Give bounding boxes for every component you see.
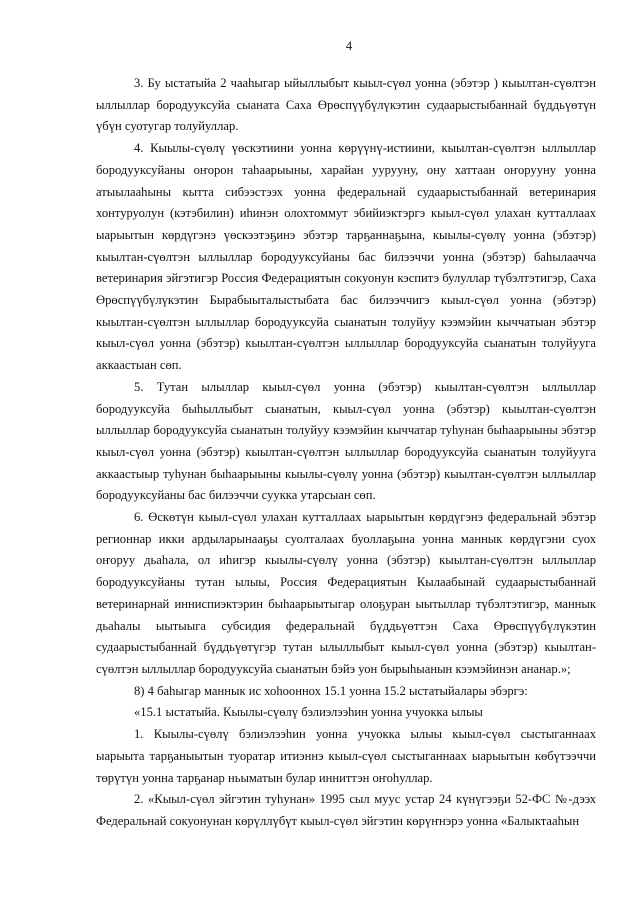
- paragraph-article-part-4: 4. Кыылы-сүөлү үөскэтиини уонна көрүүнү-истиини, кыылтан-сүөлтэн ыллыллар бородууксуйаны оҥорон таһаарыыны, харайан уурууну, ону хаттаан оҥорууну уонна атыылааһыны кытта сибээстээх уонна федеральнай судаарыстыбаннай ветеринария хонтуруолун (кэтэбилин) иһинэн олохтоммут эбийиэктэргэ кыыл-сүөл улахан кутталлаах ыарыытын көрдүгэнэ үөскээтэҕинэ эбэтэр тарҕаннаҕына, кыылы-сүөлү уонна (эбэтэр) кыылтан-сүөлтэн ыллыллар бородууксуйаны бас билээччи уонна (эбэтэр) баһылаачча ветеринария эйгэтигэр Россия Федерациятын сокуонун кэспитэ булуллар түбэлтэтигэр, Саха Өрөспүүбүлүкэтин Бырабыыталыстыбата бас билээччигэ кыыл-сүөл уонна (эбэтэр) кыылтан-сүөлтэн ыллыллар бородууксуйа сыанатын толуйуу кээмэйин кыччатыан эбэтэр кыыл-сүөл уонна (эбэтэр) кыылтан-сүөлтэн ыллыллар бородууксуйа сыанатын толуйууга аккаастыан сөп.: [96, 141, 596, 373]
- article-heading-15-1: «15.1 ыстатыйа. Кыылы-сүөлү бэлиэлээһин уонна учуокка ылыы: [134, 705, 483, 720]
- paragraph-15-1-part-1: 1. Кыылы-сүөлү бэлиэлээһин уонна учуокка ылыы кыыл-сүөл сыстыганнаах ыарыыта тарҕаныытын туоратар итиэннэ кыыл-сүөл сыстыганнаах ыарыытын көбүтээччи төрүтүн уонна тарҕанар ньыматын булар инниттэн оҥоһуллар.: [96, 727, 596, 785]
- paragraph-article-part-5: 5. Тутан ылыллар кыыл-сүөл уонна (эбэтэр) кыылтан-сүөлтэн ыллыллар бородууксуйа быһыллыбыт сыанатын, кыыл-сүөл уонна (эбэтэр) кыылтан-сүөлтэн ыллыллар бородууксуйа сыанатын толуйуу кээмэйин кыччатар туһунан быһаарыыны эбэтэр кыыл-сүөл уонна (эбэтэр) кыылтан-сүөлтэн ыллыллар бородууксуйа сыанатын толуйууга аккаастыыр туһунан быһаарыыны кыылы-сүөлү уонна (эбэтэр) кыылтан-сүөлтэн ыллыллар бородууксуйаны бас билээччи суукка утарсыан сөп.: [96, 379, 596, 503]
- paragraph-article-part-6: 6. Өскөтүн кыыл-сүөл улахан кутталлаах ыарыытын көрдүгэнэ федеральнай эбэтэр регионнар икки ардыларынааҕы суолталаах буоллаҕына уонна маннык көрдүгэни суох оҥоруу дьаһала, ол иһигэр кыылы-сүөлү уонна (эбэтэр) кыылтан-сүөлтэн ыллыллар бородууксуйаны тутан ылыы, Россия Федерациятын Кылаабынай судаарыстыбаннай ветеринарнай инниспиэктэрин быһаарыытыгар олоҕуран ыытыллар түбэлтэтигэр, маннык дьаһалы ыытыыга субсидия федеральнай бүддьүөттэн Саха Өрөспүүбүлүкэтин судаарыстыбаннай бүддьүөтүгэр тутан ылыллыбыт кыыл-сүөл уонна (эбэтэр) кыылтан-сүөлтэн ыллыллар бородууксуйа сыанатын бэйэ уон бырыһыанын кээмэйинэн ананар.»;: [96, 510, 596, 676]
- paragraph-amendment-item-8: 8) 4 баһыгар маннык ис хоһооннох 15.1 уонна 15.2 ыстатыйалары эбэргэ:: [134, 683, 528, 698]
- paragraph-15-1-part-2: 2. «Кыыл-сүөл эйгэтин туһунан» 1995 сыл муус устар 24 күнүгээҕи 52-ФС №-дээх Федеральнай сокуонунан көрүллүбүт кыыл-сүөл эйгэтин көрүҥнэрэ уонна «Балыктааһын: [96, 792, 596, 828]
- paragraph-article-part-3: 3. Бу ыстатыйа 2 чааһыгар ыйыллыбыт кыыл-сүөл уонна (эбэтэр ) кыылтан-сүөлтэн ыллыллар бородууксуйа сыаната Саха Өрөспүүбүлүкэтин судаарыстыбаннай бүддьүөтүн үбүн суотугар толуйуллар.: [96, 76, 596, 134]
- page-number: 4: [345, 39, 353, 53]
